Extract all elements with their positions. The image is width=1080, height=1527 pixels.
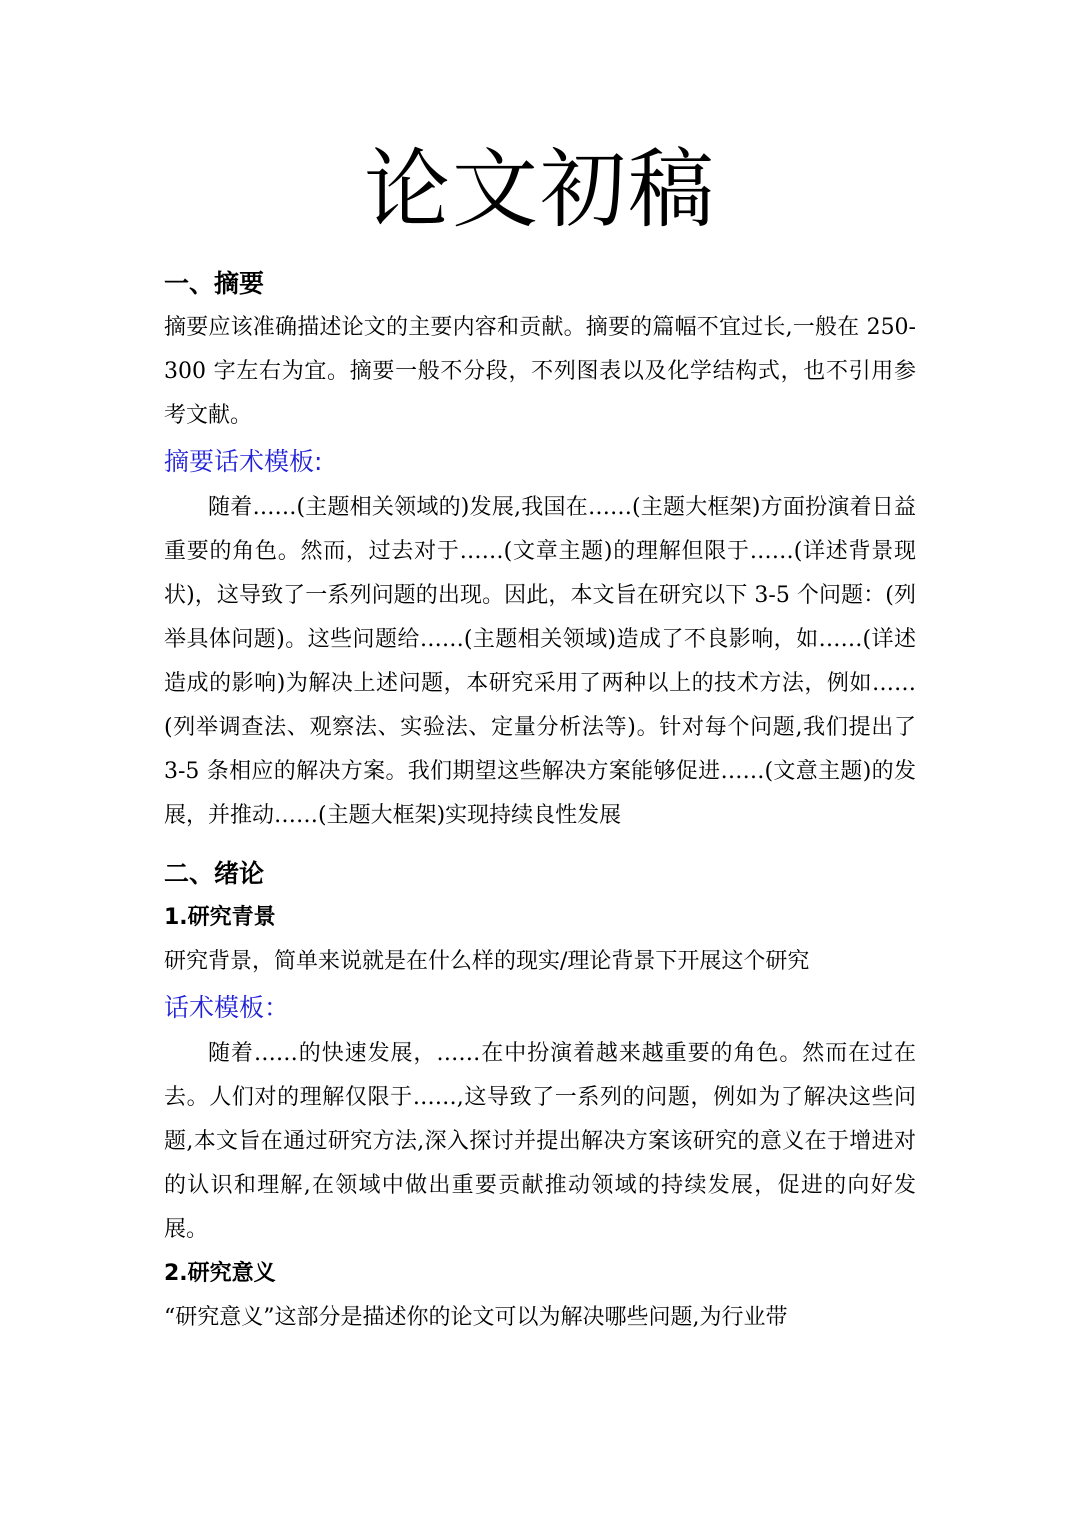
background-heading: 1.研究青景 (164, 905, 276, 930)
significance-body: “研究意义”这部分是描述你的论文可以为解决哪些问题,为行业带 (164, 1305, 788, 1330)
intro-template-body: 随着……的快速发展，……在中扮演着越来越重要的角色。然而在过在去。人们对的理解仅限于……,这导致了一系列的问题，例如为了解决这些问题,本文旨在通过研究方法,深入探讨并提出解决方案该研究的意义在于增进对的认识和理解,在领域中做出重要贡献推动领域的持续发展，促进的向好发展。 (164, 1041, 916, 1242)
background-body: 研究背景，简单来说就是在什么样的现实/理论背景下开展这个研究 (164, 949, 810, 974)
significance-heading: 2.研究意义 (164, 1261, 276, 1286)
abstract-template-body: 随着……(主题相关领域的)发展,我国在……(主题大框架)方面扮演着日益重要的角色。然而，过去对于……(文章主题)的理解但限于……(详述背景现状)，这导致了一系列问题的出现。因此，本文旨在研究以下 3-5 个问题：(列举具体问题)。这些问题给……(主题相关领域)造成了不良影响，如……(详述造成的影响)为解决上述问题，本研究采用了两种以上的技术方法，例如……(列举调查法、观察法、实验法、定量分析法等)。针对每个问题,我们提出了 3-5 条相应的解决方案。我们期望这些解决方案能够促进……(文意主题)的发展，并推动……(主题大框架)实现持续良性发展 (164, 495, 916, 828)
introduction-heading: 二、绪论 (164, 859, 265, 888)
abstract-template-label: 摘要话术模板: (164, 447, 323, 476)
document-title: 论文初稿 (364, 140, 716, 240)
abstract-heading: 一、摘要 (164, 269, 265, 298)
document-body (164, 262, 916, 1340)
abstract-body: 摘要应该准确描述论文的主要内容和贡献。摘要的篇幅不宜过长,一般在 250-300 字左右为宜。摘要一般不分段，不列图表以及化学结构式，也不引用参考文献。 (164, 315, 916, 428)
intro-template-label: 话术模板： (164, 993, 290, 1022)
